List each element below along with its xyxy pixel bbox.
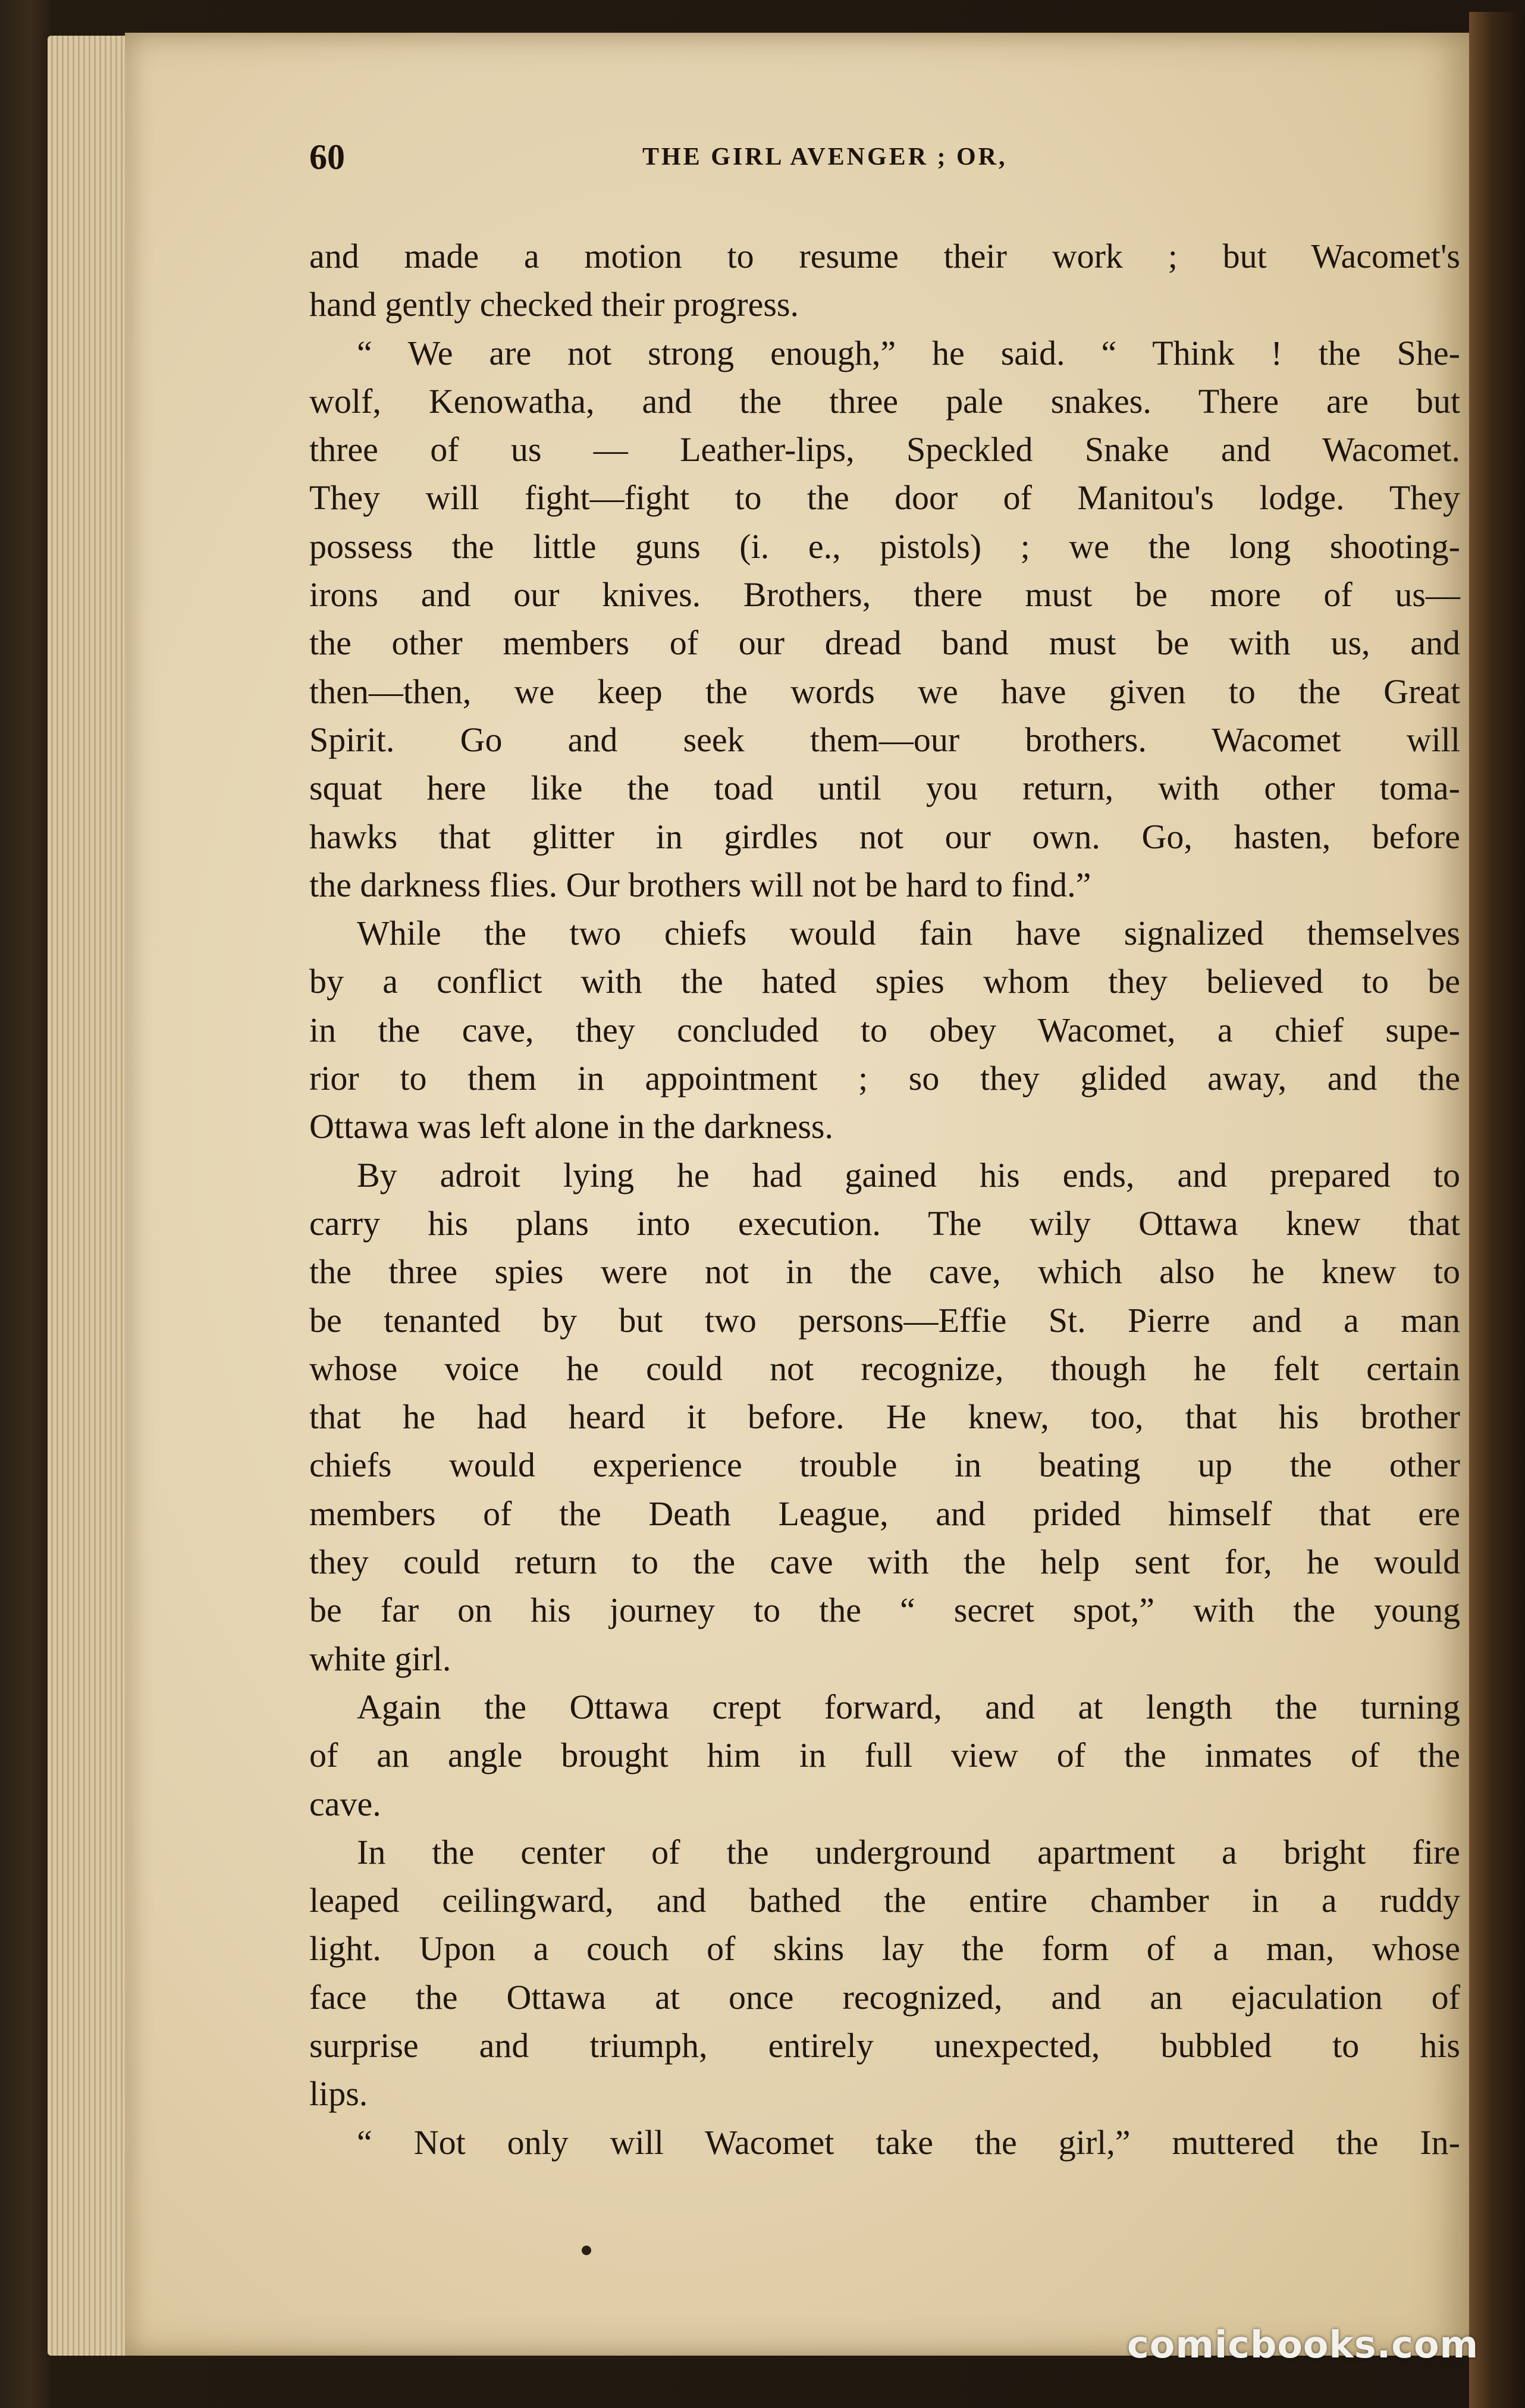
- text-line: of an angle brought him in full view of the inmates of the: [309, 1736, 1460, 1775]
- text-line: be tenanted by but two persons—Effie St. Pierre and a man: [309, 1300, 1460, 1340]
- text-line: three of us — Leather-lips, Speckled Snake and Wacomet.: [309, 430, 1460, 469]
- text-line: cave.: [309, 1784, 381, 1823]
- text-line: squat here like the toad until you return, with other toma-: [309, 769, 1460, 808]
- text-line: irons and our knives. Brothers, there must be more of us—: [309, 575, 1460, 614]
- text-line: members of the Death League, and prided himself that ere: [309, 1494, 1460, 1533]
- text-line: the other members of our dread band must be with us, and: [309, 623, 1460, 663]
- text-line: possess the little guns (i. e., pistols) ; we the long shooting-: [309, 526, 1460, 566]
- book-spine: [1469, 12, 1525, 2408]
- text-line: In the center of the underground apartment a bright fire: [357, 1832, 1460, 1871]
- text-line: “ We are not strong enough,” he said. “ Think ! the She-: [357, 333, 1460, 372]
- page-number: 60: [309, 137, 345, 177]
- page-speck: [582, 2246, 591, 2255]
- text-line: chiefs would experience trouble in beating up the other: [309, 1446, 1460, 1485]
- body-text: [309, 232, 1460, 2166]
- text-line: carry his plans into execution. The wily Ottawa knew that: [309, 1203, 1460, 1243]
- text-line: they could return to the cave with the help sent for, he would: [309, 1542, 1460, 1582]
- text-line: white girl.: [309, 1639, 451, 1678]
- text-line: then—then, we keep the words we have given to the Great: [309, 672, 1460, 711]
- running-head: [309, 137, 1475, 184]
- text-line: be far on his journey to the “ secret spot,” with the young: [309, 1591, 1460, 1630]
- text-line: hawks that glitter in girdles not our own. Go, hasten, before: [309, 817, 1460, 856]
- text-line: They will fight—fight to the door of Manitou's lodge. They: [309, 478, 1460, 518]
- text-line: face the Ottawa at once recognized, and an ejaculation of: [309, 1977, 1460, 2017]
- text-line: By adroit lying he had gained his ends, and prepared to: [357, 1155, 1460, 1194]
- text-line: in the cave, they concluded to obey Wacomet, a chief supe-: [309, 1010, 1460, 1049]
- text-line: Spirit. Go and seek them—our brothers. Wacomet will: [309, 720, 1460, 759]
- text-line: lips.: [309, 2074, 368, 2114]
- text-line: leaped ceilingward, and bathed the entire chamber in a ruddy: [309, 1881, 1460, 1920]
- text-line: wolf, Kenowatha, and the three pale snakes. There are but: [309, 381, 1460, 421]
- text-line: by a conflict with the hated spies whom they believed to be: [309, 962, 1460, 1001]
- text-line: “ Not only will Wacomet take the girl,” muttered the In-: [357, 2122, 1460, 2162]
- text-line: Ottawa was left alone in the darkness.: [309, 1107, 833, 1146]
- text-line: the three spies were not in the cave, which also he knew to: [309, 1252, 1460, 1291]
- watermark: comicbooks.com: [1127, 2323, 1479, 2366]
- running-title: THE GIRL AVENGER ; OR,: [642, 143, 1008, 171]
- text-line: whose voice he could not recognize, though he felt certain: [309, 1349, 1460, 1388]
- text-line: Again the Ottawa crept forward, and at length the turning: [357, 1687, 1460, 1726]
- text-line: and made a motion to resume their work ; but Wacomet's: [309, 237, 1460, 275]
- text-line: rior to them in appointment ; so they glided away, and the: [309, 1059, 1460, 1098]
- text-line: that he had heard it before. He knew, too, that his brother: [309, 1397, 1460, 1437]
- text-line: light. Upon a couch of skins lay the form of a man, whose: [309, 1929, 1460, 1968]
- page-edge-stack: [48, 36, 137, 2356]
- text-line: hand gently checked their progress.: [309, 285, 799, 324]
- text-line: While the two chiefs would fain have signalized themselves: [357, 914, 1460, 953]
- text-line: the darkness flies. Our brothers will not be hard to find.”: [309, 865, 1091, 904]
- text-line: surprise and triumph, entirely unexpected, bubbled to his: [309, 2026, 1460, 2065]
